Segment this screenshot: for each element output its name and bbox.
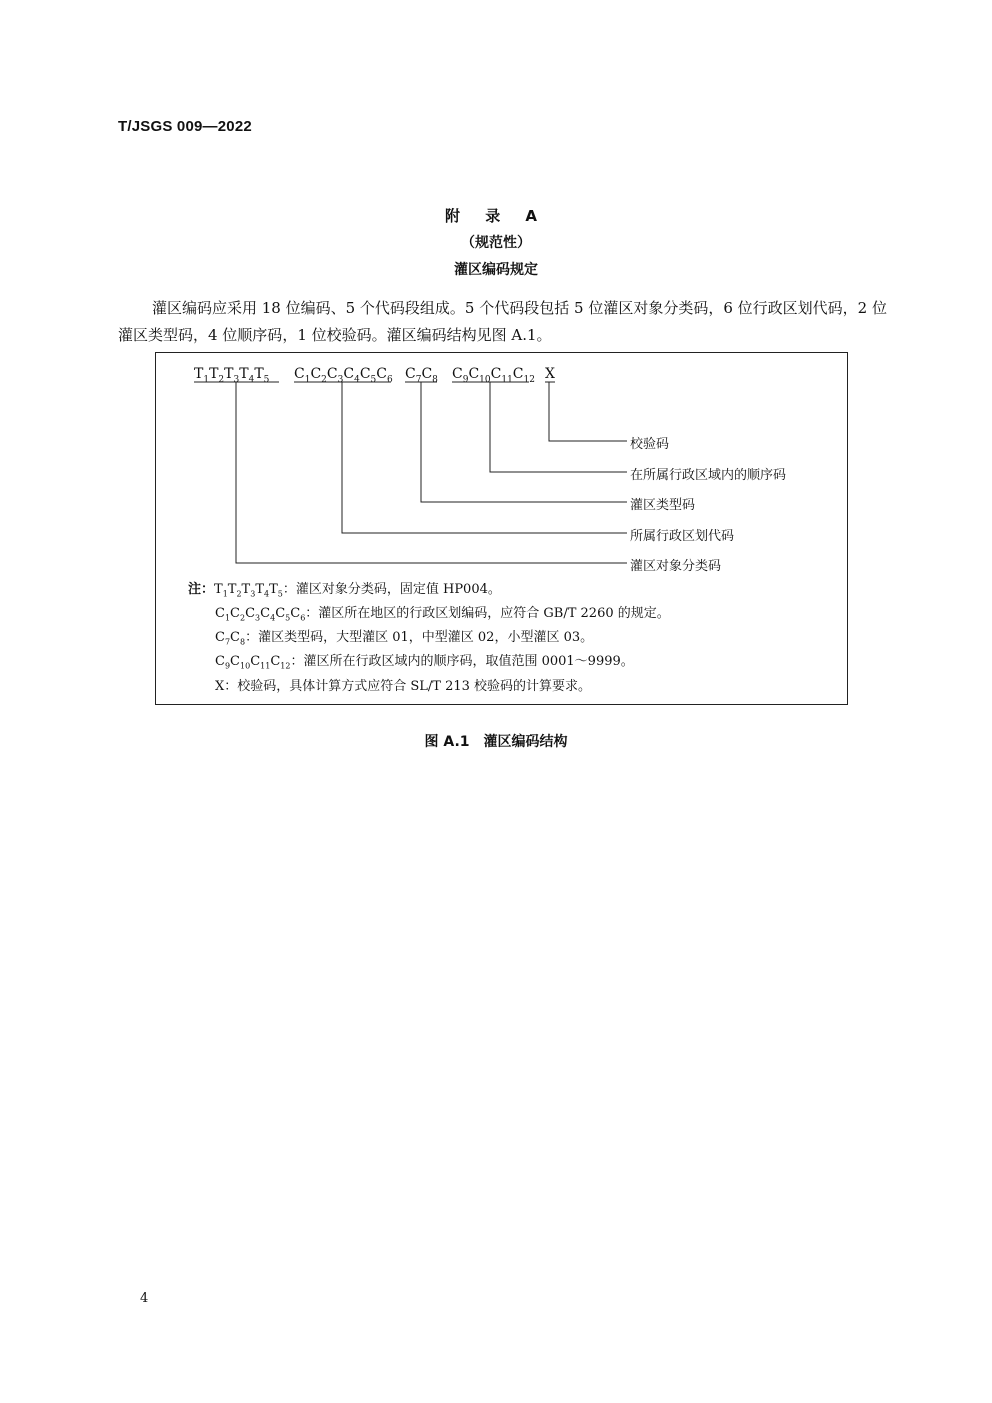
page-number: 4 (140, 1291, 149, 1306)
label-admin-code: 所属行政区划代码 (630, 529, 735, 544)
note-2: $C_1C_2C_3C_4C_5C_6$：灌区所在地区的行政区划编码，应符合 GB/T 2260 的规定。 (215, 606, 670, 623)
appendix-heading: 灌区编码规定 (454, 262, 538, 278)
segment-x: X (545, 366, 555, 382)
note-3: $C_7C_8$：灌区类型码，大型灌区 01，中型灌区 02，小型灌区 03。 (215, 630, 594, 647)
note-prefix: 注： (188, 582, 215, 597)
intro-paragraph: 灌区编码应采用 18 位编码、5 个代码段组成。5 个代码段包括 5 位灌区对象分类码，6 位行政区划代码，2 位灌区类型码，4 位顺序码，1 位校验码。灌区编码结构见图 A.1。 (118, 299, 887, 344)
note-5: X：校验码，具体计算方式应符合 SL/T 213 校验码的计算要求。 (215, 679, 592, 694)
connector-sequence (490, 382, 627, 472)
connector-check (549, 382, 627, 441)
segment-c9-c12: $C_9C_{10}C_{11}C_{12}$ (452, 366, 535, 385)
label-check-code: 校验码 (630, 437, 670, 452)
document-code: T/JSGS 009—2022 (118, 118, 252, 135)
appendix-title: 附 录 A (444, 207, 548, 225)
segment-t: $T_1T_2T_3T_4T_5$ (194, 366, 270, 385)
figure-caption: 图 A.1 灌区编码结构 (424, 734, 568, 750)
connector-admin (342, 382, 627, 533)
label-type-code: 灌区类型码 (630, 498, 696, 513)
segment-c1-c6: $C_1C_2C_3C_4C_5C_6$ (294, 366, 393, 385)
connector-type (421, 382, 627, 502)
appendix-nature: （规范性） (461, 235, 531, 251)
segment-c7-c8: $C_7C_8$ (405, 366, 438, 385)
label-sequence-code: 在所属行政区域内的顺序码 (630, 468, 787, 483)
note-4: $C_9C_{10}C_{11}C_{12}$：灌区所在行政区域内的顺序码，取值范围 0001～9999。 (215, 654, 634, 671)
note-1: 注：$T_1T_2T_3T_4T_5$：灌区对象分类码，固定值 HP004。 (188, 582, 501, 599)
label-object-code: 灌区对象分类码 (630, 559, 722, 574)
